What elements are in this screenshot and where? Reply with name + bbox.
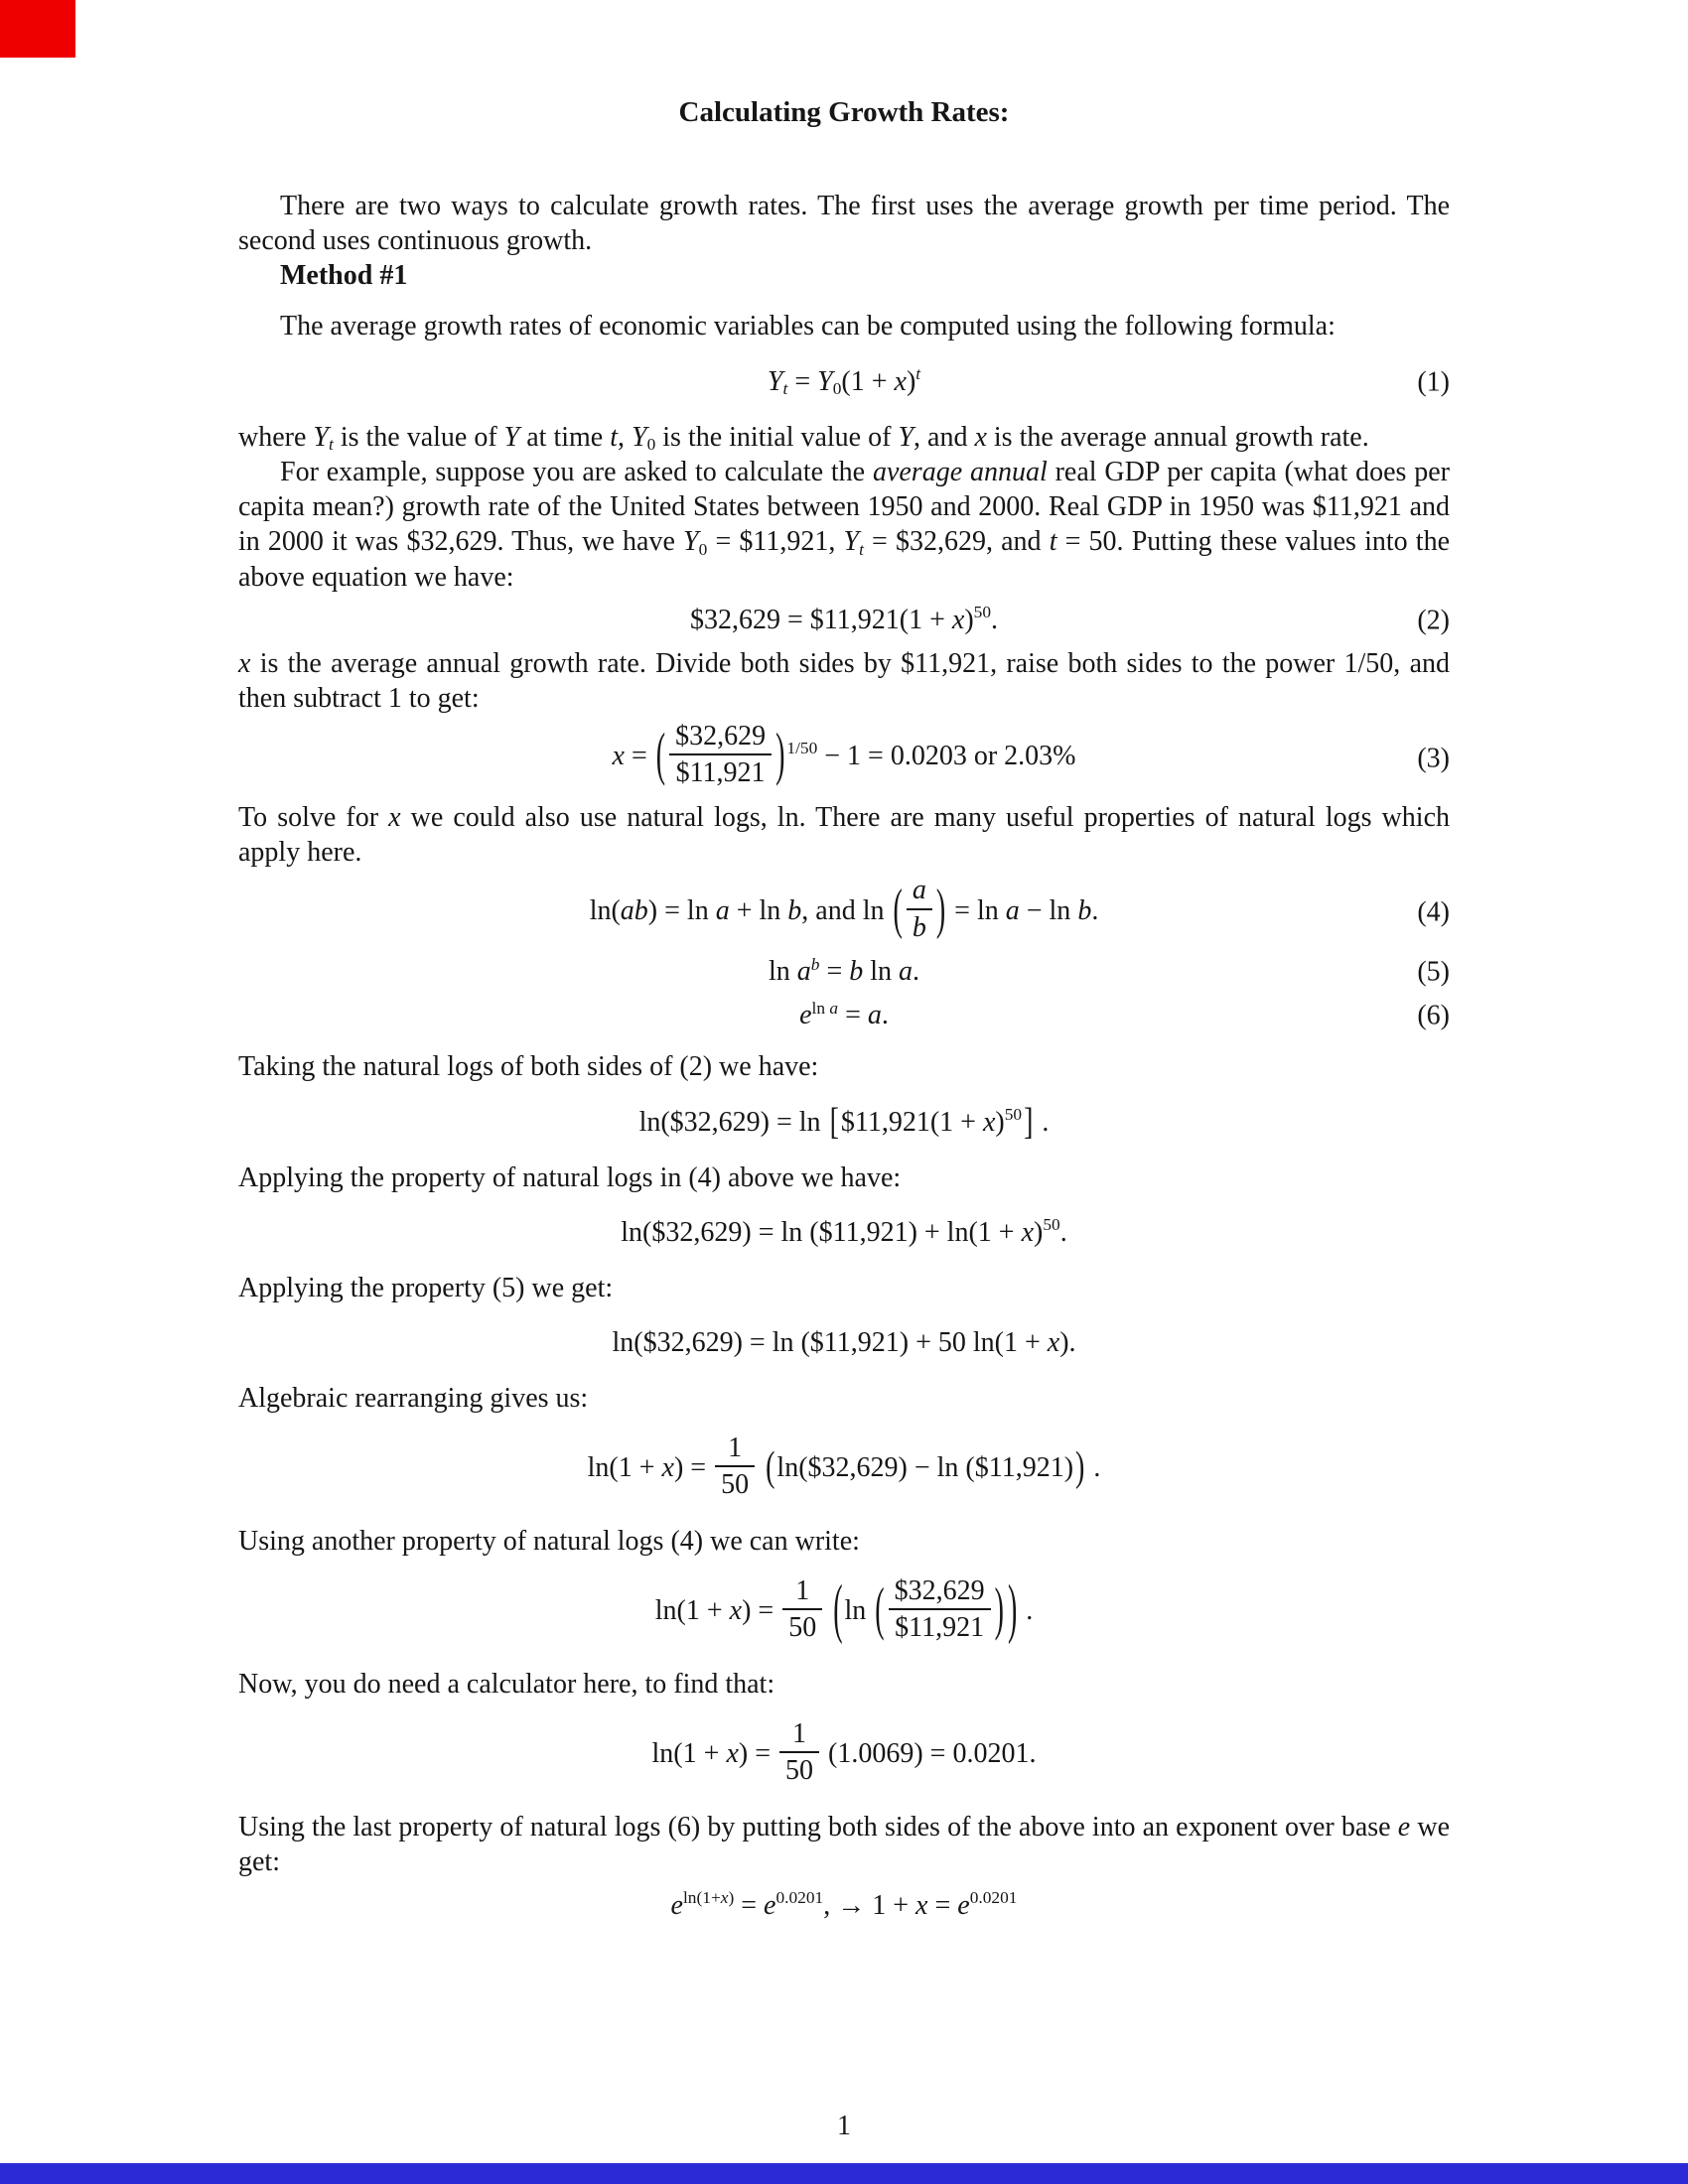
text-run: $32,629 = $11,921(1 +: [690, 604, 952, 635]
math-delimiter: (: [766, 1444, 775, 1491]
text-run: ln: [844, 1595, 874, 1627]
equation-row: [238, 721, 1450, 792]
equation-number: (3): [1417, 743, 1450, 774]
text-run-italic: Y: [683, 526, 699, 558]
equation-row: [238, 1435, 1450, 1504]
text-run: There are two ways to calculate growth rates. The first uses the average growth per time period. The second uses continuous growth.: [238, 190, 1450, 256]
math-denominator: $11,921: [889, 1608, 991, 1643]
equation-number: (6): [1417, 1000, 1450, 1031]
equation-number: (4): [1417, 896, 1450, 928]
text-run-italic: b: [849, 956, 864, 988]
text-run: To solve for: [238, 802, 389, 834]
text-run: = $11,921,: [707, 526, 844, 558]
equation: [612, 1325, 1075, 1360]
paragraph: [238, 800, 1450, 871]
equation: [589, 875, 1099, 947]
paragraph: [238, 1810, 1450, 1880]
equation: [768, 364, 920, 399]
text-run-italic: a: [796, 956, 811, 988]
math-sup: 50: [1004, 1104, 1023, 1124]
math-delimiter: (: [893, 879, 903, 941]
math-fraction: [907, 875, 932, 943]
equation-row: [238, 875, 1450, 947]
text-run-italic: t: [610, 421, 618, 453]
math-sup: [683, 1888, 734, 1907]
paragraph: [238, 1160, 1450, 1195]
equation-row: [238, 1215, 1450, 1251]
text-run: ln(1 +: [654, 1595, 730, 1627]
text-run: $11,921(1 +: [840, 1106, 983, 1138]
text-run-italic: b: [1077, 894, 1092, 926]
text-run: real GDP per capita (what does per capita mean?) growth rate of the United States between 1950 and 2000. Real GDP in 1950 was $11,921 and in 2000 it was $32,629. Thus, we have: [238, 456, 1450, 558]
text-run: Applying the property of natural logs in (4) above we have:: [238, 1161, 902, 1193]
document-content: [238, 94, 1450, 1932]
paragraph: [238, 1524, 1450, 1559]
text-run: (1.0069) = 0.0201.: [821, 1738, 1037, 1770]
text-run-italic: Y: [313, 421, 329, 453]
text-run-italic: a: [899, 956, 914, 988]
text-run-italic: x: [720, 1887, 729, 1907]
text-run-italic: a: [867, 1000, 882, 1031]
equation-row: [238, 1101, 1450, 1144]
paragraph: [238, 1049, 1450, 1084]
math-sup: t: [915, 363, 921, 383]
math-delimiter: (: [655, 723, 666, 788]
text-run-italic: a: [715, 894, 730, 926]
math-numerator: 1: [792, 1718, 806, 1750]
text-run: is the average annual growth rate.: [986, 421, 1369, 453]
math-numerator: $32,629: [894, 1575, 985, 1607]
equation-row: [238, 364, 1450, 400]
text-run: ) =: [738, 1738, 777, 1770]
text-run: ln(: [589, 894, 621, 926]
math-sub: t: [782, 378, 788, 398]
math-sup: b: [810, 954, 820, 974]
text-run: ln($32,629) = ln: [638, 1106, 828, 1138]
equation: [690, 603, 998, 637]
math-delimiter: ): [935, 879, 946, 941]
text-run: =: [838, 1000, 868, 1031]
math-numerator: $32,629: [675, 721, 767, 752]
text-run-italic: t: [1049, 526, 1057, 558]
text-run: = $32,629, and: [863, 526, 1050, 558]
text-run-italic: Y: [843, 526, 860, 558]
math-denominator: 50: [782, 1608, 822, 1643]
math-delimiter: ): [1007, 1573, 1018, 1648]
text-run: The average growth rates of economic variables can be computed using the following formula:: [280, 311, 1336, 342]
equation: [654, 1573, 1034, 1648]
equation: [588, 1435, 1101, 1504]
text-run-italic: x: [726, 1738, 739, 1770]
math-denominator: 50: [715, 1465, 755, 1500]
text-run: is the average annual growth rate. Divide both sides by $11,921, raise both sides to the power 1/50, and then subtract 1 to get:: [238, 647, 1450, 715]
equation-row: [238, 998, 1450, 1033]
text-run-italic: x: [1047, 1327, 1060, 1359]
text-run: .: [1059, 1216, 1067, 1248]
equation: [799, 998, 889, 1032]
text-run: ): [964, 604, 974, 635]
text-run-italic: average annual: [872, 456, 1048, 487]
text-run-italic: Y: [503, 421, 520, 453]
text-run-italic: x: [661, 1452, 674, 1484]
text-run: =: [734, 1889, 765, 1921]
math-denominator: 50: [779, 1751, 819, 1786]
text-run: ln($32,629) − ln ($11,921): [776, 1452, 1074, 1484]
math-sub: t: [328, 434, 334, 454]
text-run: =: [927, 1889, 958, 1921]
text-run: ).: [1059, 1327, 1076, 1359]
text-run-italic: e: [670, 1889, 683, 1921]
math-sub: 0: [646, 434, 656, 454]
math-delimiter: (: [875, 1577, 885, 1643]
math-fraction: [782, 1575, 822, 1644]
text-run: , → 1 +: [823, 1889, 916, 1921]
math-sup: 0.0201: [969, 1887, 1018, 1907]
text-run: ln(1 +: [651, 1738, 727, 1770]
text-run: ) =: [742, 1595, 781, 1627]
math-delimiter: ): [994, 1577, 1004, 1643]
text-run: ln($32,629) = ln ($11,921) + ln(1 +: [621, 1216, 1022, 1248]
text-run-italic: e: [764, 1889, 776, 1921]
text-run-italic: b: [787, 894, 802, 926]
text-run: [824, 1595, 831, 1626]
text-run: Using another property of natural logs (4) we can write:: [238, 1526, 860, 1558]
text-run: ): [1034, 1216, 1044, 1248]
text-run: + ln: [729, 894, 788, 926]
document-title: [238, 94, 1450, 131]
text-run-bold: Method #1: [280, 260, 408, 292]
equation-number: (1): [1417, 365, 1450, 397]
paragraph: [238, 1271, 1450, 1305]
text-run: at time: [519, 421, 611, 453]
text-run-italic: x: [238, 647, 251, 679]
text-run: ): [906, 365, 916, 397]
text-run: , and: [914, 421, 975, 453]
text-run: ln: [811, 998, 830, 1018]
text-run: =: [787, 365, 818, 397]
text-run: is the value of: [333, 421, 504, 453]
math-numerator: 1: [795, 1575, 810, 1607]
text-run: For example, suppose you are asked to calculate the: [280, 456, 873, 487]
paragraph: [238, 420, 1450, 455]
math-fraction: [669, 721, 772, 789]
equation-row: [238, 603, 1450, 638]
text-run: ) =: [673, 1452, 714, 1484]
text-run: .: [1091, 894, 1099, 926]
text-run-italic: x: [1021, 1216, 1035, 1248]
text-run-italic: x: [729, 1595, 743, 1627]
math-sub: t: [859, 539, 864, 559]
text-run: Taking the natural logs of both sides of (2) we have:: [238, 1051, 819, 1083]
text-run-italic: Y: [767, 365, 783, 397]
text-run: = 50. Putting these values into the above equation we have:: [238, 526, 1450, 593]
math-delimiter: ): [1075, 1444, 1085, 1491]
text-run: = ln: [947, 894, 1006, 926]
equation: [621, 1215, 1066, 1250]
equation-number: (5): [1417, 956, 1450, 988]
scan-artifact-blue: [0, 2163, 1688, 2184]
math-fraction: [715, 1433, 755, 1501]
equation: [612, 721, 1076, 792]
text-run-italic: Y: [817, 365, 833, 397]
scan-artifact-red: [0, 0, 75, 58]
math-sub: 0: [698, 539, 708, 559]
text-run: where: [238, 421, 314, 453]
text-run: .: [1086, 1452, 1101, 1484]
text-run-italic: x: [612, 741, 625, 772]
math-sup: [812, 999, 839, 1018]
paragraph: [238, 646, 1450, 717]
text-run: ) = ln: [647, 894, 716, 926]
text-run-italic: e: [799, 1000, 812, 1031]
text-run-italic: x: [982, 1106, 996, 1138]
math-sup: 50: [1043, 1215, 1060, 1235]
text-run-italic: e: [957, 1889, 970, 1921]
text-run: ): [728, 1887, 735, 1907]
math-sup: 1/50: [786, 739, 818, 758]
text-run: we get:: [238, 1812, 1450, 1878]
text-run: ln(1 +: [587, 1452, 662, 1484]
math-sub: 0: [832, 378, 842, 398]
text-run: .: [1019, 1595, 1034, 1627]
math-delimiter: ]: [1024, 1101, 1034, 1144]
paragraph: [238, 189, 1450, 259]
text-run: ln: [768, 956, 797, 988]
text-run: Using the last property of natural logs (6) by putting both sides of the above into an exponent over base: [238, 1812, 1398, 1843]
text-run: − ln: [1019, 894, 1078, 926]
paragraph: [238, 455, 1450, 595]
math-sup: 50: [973, 603, 991, 622]
text-run-italic: x: [894, 365, 907, 397]
math-delimiter: (: [833, 1573, 843, 1648]
text-run: [757, 1452, 764, 1483]
equation-number: (2): [1417, 605, 1450, 636]
text-run: ln: [863, 956, 900, 988]
text-run: ln(1+: [682, 1887, 721, 1907]
page-number: 1: [837, 2111, 851, 2141]
text-run: (1 +: [841, 365, 895, 397]
math-denominator: $11,921: [669, 753, 772, 788]
math-denominator: b: [907, 908, 932, 943]
math-fraction: [889, 1575, 991, 1644]
equation: [638, 1101, 1050, 1144]
paragraph: [238, 1667, 1450, 1702]
text-run: we could also use natural logs, ln. There are many useful properties of natural logs which apply here.: [238, 802, 1450, 869]
text-run: ln($32,629) = ln ($11,921) + 50 ln(1 +: [612, 1327, 1048, 1359]
text-run: ,: [618, 421, 632, 453]
text-run: , and ln: [801, 894, 892, 926]
text-run-italic: a: [829, 998, 839, 1018]
text-run-italic: x: [951, 604, 965, 635]
math-numerator: 1: [728, 1433, 743, 1464]
math-delimiter: [: [829, 1101, 839, 1144]
text-run: .: [881, 1000, 889, 1031]
equation: [651, 1718, 1037, 1790]
equation-row: [238, 1718, 1450, 1790]
paragraph: [238, 258, 1450, 293]
text-run-italic: a: [1005, 894, 1020, 926]
math-delimiter: ): [775, 723, 785, 788]
text-run: Algebraic rearranging gives us:: [238, 1383, 589, 1415]
text-run: .: [991, 604, 998, 635]
paragraph: [238, 1381, 1450, 1416]
text-run: ): [995, 1106, 1005, 1138]
text-run-italic: e: [1397, 1812, 1411, 1843]
equation: [769, 954, 919, 989]
equation-row: [238, 1325, 1450, 1361]
text-run: Now, you do need a calculator here, to find that:: [238, 1669, 775, 1701]
text-run: .: [1035, 1106, 1050, 1138]
math-fraction: [779, 1718, 819, 1787]
paragraph: [238, 309, 1450, 343]
text-run: =: [624, 741, 654, 772]
text-run: Applying the property (5) we get:: [238, 1272, 614, 1303]
equation-row: [238, 1573, 1450, 1648]
text-run: =: [819, 956, 850, 988]
text-run: is the initial value of: [655, 421, 899, 453]
text-run-italic: ab: [620, 894, 648, 926]
text-run: − 1 = 0.0203 or 2.03%: [817, 741, 1076, 772]
text-run: .: [913, 956, 920, 988]
text-run-italic: x: [974, 421, 987, 453]
text-run-italic: Y: [632, 421, 647, 453]
text-run-italic: x: [915, 1889, 928, 1921]
equation-row: [238, 954, 1450, 990]
equation-row: [238, 1888, 1450, 1924]
math-numerator: a: [912, 875, 926, 906]
text-run-italic: x: [388, 802, 401, 834]
equation: [671, 1888, 1018, 1923]
math-sup: 0.0201: [775, 1887, 824, 1907]
text-run-bold: Calculating Growth Rates:: [678, 96, 1010, 128]
text-run-italic: Y: [898, 421, 914, 453]
